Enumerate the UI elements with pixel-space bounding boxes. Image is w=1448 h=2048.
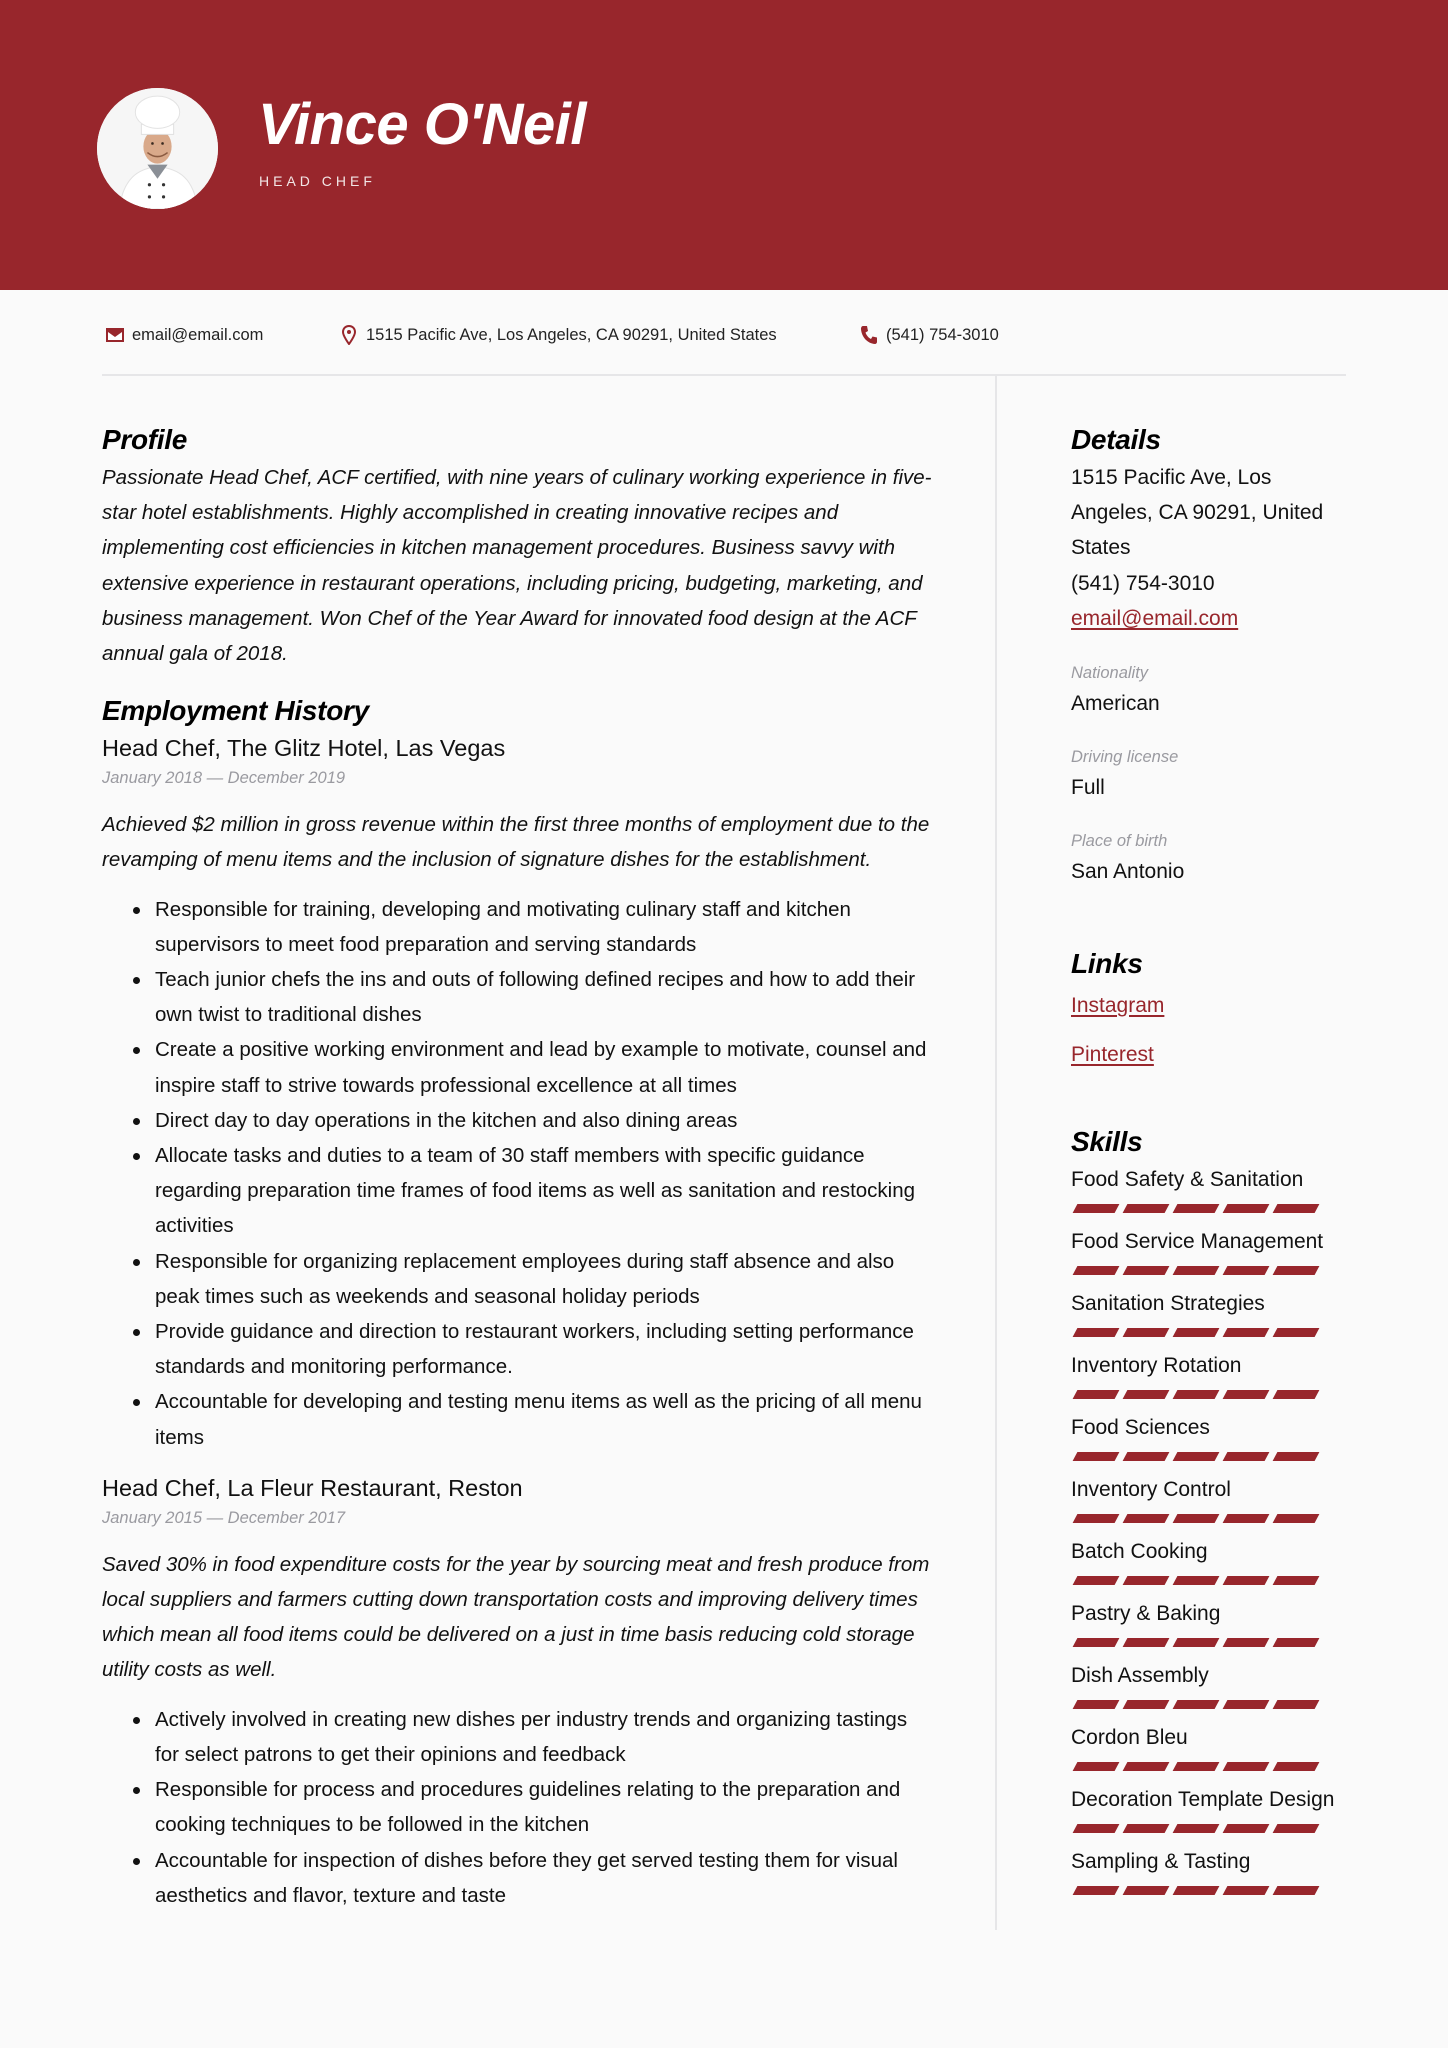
skill-level-bar xyxy=(1071,1638,1361,1647)
skill-level-segment xyxy=(1173,1886,1220,1895)
skill-level-segment xyxy=(1073,1824,1120,1833)
skill-level-segment xyxy=(1273,1514,1320,1523)
skill-level-segment xyxy=(1223,1638,1270,1647)
job-entry xyxy=(102,731,932,1455)
skill-name: Batch Cooking xyxy=(1071,1540,1208,1564)
skill-level-segment xyxy=(1223,1204,1270,1213)
skill-level-segment xyxy=(1073,1266,1120,1275)
contact-phone[interactable] xyxy=(858,322,999,348)
skill-item xyxy=(1071,1350,1361,1399)
skill-level-segment xyxy=(1223,1390,1270,1399)
skill-name: Sanitation Strategies xyxy=(1071,1292,1265,1316)
skill-level-segment xyxy=(1223,1266,1270,1275)
skill-level-segment xyxy=(1223,1700,1270,1709)
details-address-line: States xyxy=(1071,536,1131,560)
skill-level-segment xyxy=(1073,1204,1120,1213)
sidebar xyxy=(1071,420,1361,1908)
skill-item xyxy=(1071,1722,1361,1771)
skill-level-segment xyxy=(1173,1576,1220,1585)
skill-level-segment xyxy=(1173,1452,1220,1461)
skill-level-segment xyxy=(1123,1762,1170,1771)
skill-level-segment xyxy=(1073,1452,1120,1461)
contact-phone-text: (541) 754-3010 xyxy=(886,325,999,344)
skill-level-bar xyxy=(1071,1452,1361,1461)
skill-level-segment xyxy=(1073,1762,1120,1771)
job-dates: January 2018 — December 2019 xyxy=(102,769,346,788)
skill-name: Pastry & Baking xyxy=(1071,1602,1221,1626)
skill-level-segment xyxy=(1123,1328,1170,1337)
skill-level-segment xyxy=(1123,1452,1170,1461)
skill-item xyxy=(1071,1164,1361,1213)
details-email-link[interactable]: email@email.com xyxy=(1071,606,1239,630)
skill-name: Inventory Rotation xyxy=(1071,1354,1242,1378)
skill-level-segment xyxy=(1123,1576,1170,1585)
contact-email-text: email@email.com xyxy=(132,325,264,344)
phone-icon xyxy=(858,325,880,345)
contact-email[interactable] xyxy=(104,322,263,348)
skill-level-segment xyxy=(1123,1390,1170,1399)
skill-level-segment xyxy=(1273,1266,1320,1275)
details-address-line: 1515 Pacific Ave, Los xyxy=(1071,466,1272,489)
skills-section xyxy=(1071,1122,1361,1895)
skill-level-segment xyxy=(1223,1452,1270,1461)
skill-level-segment xyxy=(1223,1762,1270,1771)
job-summary: Achieved $2 million in gross revenue within the first three months of employment due to the revamping of menu items and the inclusion of signature dishes for the establishment. xyxy=(102,813,930,872)
list-item: Teach junior chefs the ins and outs of following defined recipes and how to add their own twist to traditional dishes xyxy=(155,962,932,1032)
skill-level-segment xyxy=(1123,1824,1170,1833)
skill-level-segment xyxy=(1073,1700,1120,1709)
details-address-line: Angeles, CA 90291, United xyxy=(1071,501,1324,525)
skill-item xyxy=(1071,1288,1361,1337)
skill-level-segment xyxy=(1073,1886,1120,1895)
skill-level-segment xyxy=(1223,1328,1270,1337)
skill-level-bar xyxy=(1071,1576,1361,1585)
skills-heading: Skills xyxy=(1071,1126,1143,1158)
details-phone: (541) 754-3010 xyxy=(1071,571,1215,595)
avatar xyxy=(97,88,218,209)
list-item: Provide guidance and direction to restaurant workers, including setting performance standards and monitoring performance. xyxy=(155,1314,932,1384)
skill-level-segment xyxy=(1073,1514,1120,1523)
contact-address xyxy=(338,322,777,348)
skill-item xyxy=(1071,1660,1361,1709)
skill-level-segment xyxy=(1073,1328,1120,1337)
skill-level-bar xyxy=(1071,1886,1361,1895)
job-dates: January 2015 — December 2017 xyxy=(102,1508,346,1527)
skill-level-bar xyxy=(1071,1328,1361,1337)
skill-item xyxy=(1071,1598,1361,1647)
driving-license-value: Full xyxy=(1071,776,1105,800)
skill-level-bar xyxy=(1071,1824,1361,1833)
skill-level-bar xyxy=(1071,1204,1361,1213)
skill-level-segment xyxy=(1273,1824,1320,1833)
skill-name: Food Sciences xyxy=(1071,1416,1210,1440)
skill-level-segment xyxy=(1273,1452,1320,1461)
place-of-birth-value: San Antonio xyxy=(1071,860,1185,884)
skill-level-segment xyxy=(1273,1638,1320,1647)
skill-level-segment xyxy=(1273,1886,1320,1895)
skill-level-bar xyxy=(1071,1762,1361,1771)
skill-level-segment xyxy=(1173,1824,1220,1833)
list-item: Responsible for training, developing and motivating culinary staff and kitchen supervisors to meet food preparation and serving standards xyxy=(155,892,932,962)
skill-name: Food Service Management xyxy=(1071,1230,1324,1254)
skill-level-segment xyxy=(1073,1390,1120,1399)
links-section xyxy=(1071,944,1361,1072)
skill-level-segment xyxy=(1073,1576,1120,1585)
skill-name: Decoration Template Design xyxy=(1071,1788,1335,1812)
list-item: Accountable for developing and testing menu items as well as the pricing of all menu items xyxy=(155,1384,932,1454)
skill-level-segment xyxy=(1123,1638,1170,1647)
skill-level-segment xyxy=(1173,1204,1220,1213)
list-item: Responsible for organizing replacement employees during staff absence and also peak times such as weekends and seasonal holiday periods xyxy=(155,1244,932,1314)
skill-level-segment xyxy=(1273,1390,1320,1399)
skill-level-segment xyxy=(1223,1576,1270,1585)
chef-photo-icon xyxy=(97,88,218,209)
job-bullets xyxy=(102,892,932,1455)
employment-section xyxy=(102,691,932,1913)
nationality-label: Nationality xyxy=(1071,664,1149,683)
list-item: Allocate tasks and duties to a team of 30 staff members with specific guidance regarding preparation time frames of food items as well as sanitation and restocking activities xyxy=(155,1138,932,1244)
skill-name: Sampling & Tasting xyxy=(1071,1850,1251,1874)
skill-level-segment xyxy=(1273,1762,1320,1771)
skill-level-segment xyxy=(1273,1328,1320,1337)
skill-level-bar xyxy=(1071,1700,1361,1709)
skill-name: Food Safety & Sanitation xyxy=(1071,1168,1304,1192)
skill-level-segment xyxy=(1223,1824,1270,1833)
map-pin-icon xyxy=(338,325,360,345)
skill-name: Dish Assembly xyxy=(1071,1664,1209,1688)
job-title: Head Chef, La Fleur Restaurant, Reston xyxy=(102,1474,523,1501)
main-column xyxy=(102,420,932,1913)
skill-level-segment xyxy=(1173,1514,1220,1523)
vertical-divider xyxy=(995,376,997,1930)
candidate-title: HEAD CHEF xyxy=(259,173,376,189)
details-section xyxy=(1071,420,1361,888)
list-item: Accountable for inspection of dishes before they get served testing them for visual aesthetics and flavor, texture and taste xyxy=(155,1843,932,1913)
skill-item xyxy=(1071,1412,1361,1461)
skill-item xyxy=(1071,1226,1361,1275)
skill-level-segment xyxy=(1273,1204,1320,1213)
job-bullets xyxy=(102,1702,932,1913)
skill-level-segment xyxy=(1273,1700,1320,1709)
links-heading: Links xyxy=(1071,948,1143,980)
nationality-value: American xyxy=(1071,692,1160,716)
details-heading: Details xyxy=(1071,424,1161,455)
skill-level-segment xyxy=(1173,1390,1220,1399)
profile-heading: Profile xyxy=(102,424,188,455)
resume-header xyxy=(0,0,1448,290)
profile-text: Passionate Head Chef, ACF certified, with nine years of culinary working experience in five-star hotel establishments. Highly accomplished in creating innovative recipes and implementing cost efficiencies in kitchen management procedures. Business savvy with extensive experience in restaurant operations, including pricing, budgeting, marketing, and business management. Won Chef of the Year Award for innovated food design at the ACF annual gala of 2018. xyxy=(102,466,932,666)
skill-level-segment xyxy=(1123,1204,1170,1213)
employment-heading: Employment History xyxy=(102,695,369,727)
skill-name: Inventory Control xyxy=(1071,1478,1231,1502)
instagram-link[interactable]: Instagram xyxy=(1071,994,1165,1018)
skill-level-segment xyxy=(1273,1576,1320,1585)
job-entry xyxy=(102,1471,932,1913)
skill-item xyxy=(1071,1846,1361,1895)
profile-section xyxy=(102,420,932,671)
skill-level-segment xyxy=(1173,1700,1220,1709)
contact-bar xyxy=(102,322,1346,352)
skill-level-segment xyxy=(1173,1638,1220,1647)
skill-level-bar xyxy=(1071,1514,1361,1523)
skill-level-segment xyxy=(1173,1328,1220,1337)
pinterest-link[interactable]: Pinterest xyxy=(1071,1043,1154,1067)
skill-level-segment xyxy=(1173,1762,1220,1771)
skill-name: Cordon Bleu xyxy=(1071,1726,1188,1750)
list-item: Direct day to day operations in the kitchen and also dining areas xyxy=(155,1103,932,1138)
skills-list xyxy=(1071,1164,1361,1895)
list-item: Create a positive working environment and lead by example to motivate, counsel and inspire staff to strive towards professional excellence at all times xyxy=(155,1032,932,1102)
mail-icon xyxy=(104,325,126,345)
candidate-name: Vince O'Neil xyxy=(258,92,586,157)
skill-item xyxy=(1071,1784,1361,1833)
contact-address-text: 1515 Pacific Ave, Los Angeles, CA 90291, United States xyxy=(366,325,777,344)
skill-level-segment xyxy=(1123,1886,1170,1895)
skill-level-bar xyxy=(1071,1266,1361,1275)
place-of-birth-label: Place of birth xyxy=(1071,832,1168,851)
skill-level-bar xyxy=(1071,1390,1361,1399)
skill-level-segment xyxy=(1173,1266,1220,1275)
skill-level-segment xyxy=(1123,1514,1170,1523)
skill-level-segment xyxy=(1123,1266,1170,1275)
job-summary: Saved 30% in food expenditure costs for the year by sourcing meat and fresh produce from local suppliers and farmers cutting down transportation costs and improving delivery times which mean all food items could be delivered on a just in time basis reducing cold storage utility costs as well. xyxy=(102,1552,930,1682)
skill-level-segment xyxy=(1223,1514,1270,1523)
list-item: Responsible for process and procedures guidelines relating to the preparation and cooking techniques to be followed in the kitchen xyxy=(155,1772,932,1842)
driving-license-label: Driving license xyxy=(1071,748,1179,767)
skill-level-segment xyxy=(1123,1700,1170,1709)
skill-item xyxy=(1071,1536,1361,1585)
skill-item xyxy=(1071,1474,1361,1523)
skill-level-segment xyxy=(1223,1886,1270,1895)
job-title: Head Chef, The Glitz Hotel, Las Vegas xyxy=(102,735,506,762)
list-item: Actively involved in creating new dishes per industry trends and organizing tastings for select patrons to get their opinions and feedback xyxy=(155,1702,932,1772)
skill-level-segment xyxy=(1073,1638,1120,1647)
horizontal-divider xyxy=(102,374,1346,376)
